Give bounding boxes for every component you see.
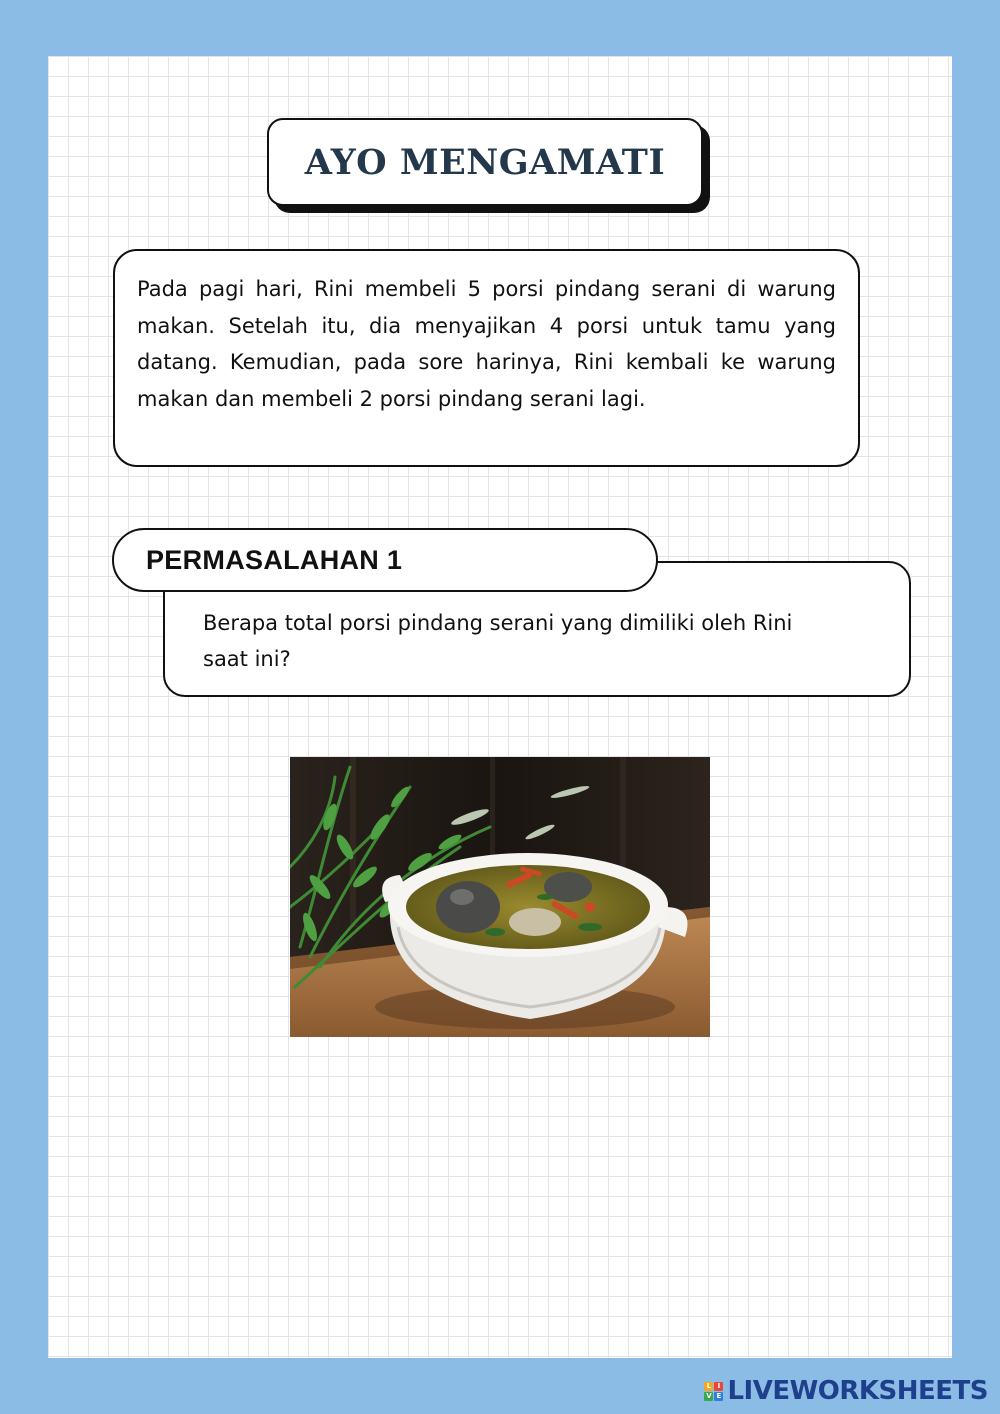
story-card	[113, 249, 860, 467]
logo-letter-i: I	[714, 1382, 723, 1391]
page-title: AYO MENGAMATI	[304, 141, 666, 183]
food-photo	[290, 757, 710, 1037]
problem-label: PERMASALAHAN 1	[146, 544, 403, 575]
logo-mark-icon	[704, 1382, 723, 1401]
logo-letter-l: L	[704, 1382, 713, 1391]
liveworksheets-logo	[704, 1374, 988, 1408]
logo-letter-e: E	[714, 1392, 723, 1401]
logo-letter-v: V	[706, 1392, 712, 1400]
story-text: Pada pagi hari, Rini membeli 5 porsi pindang serani di warung makan. Setelah itu, dia menyajikan 4 porsi untuk tamu yang datang. Kemudian, pada sore harinya, Rini kembali ke warung makan dan membeli 2 porsi pindang serani lagi.	[137, 277, 836, 411]
problem-label-pill	[112, 528, 658, 592]
title-banner	[267, 118, 703, 206]
logo-text: LIVEWORKSHEETS	[727, 1376, 988, 1406]
pindang-serani-image	[290, 757, 710, 1037]
problem-question: Berapa total porsi pindang serani yang dimiliki oleh Rini saat ini?	[203, 611, 793, 671]
